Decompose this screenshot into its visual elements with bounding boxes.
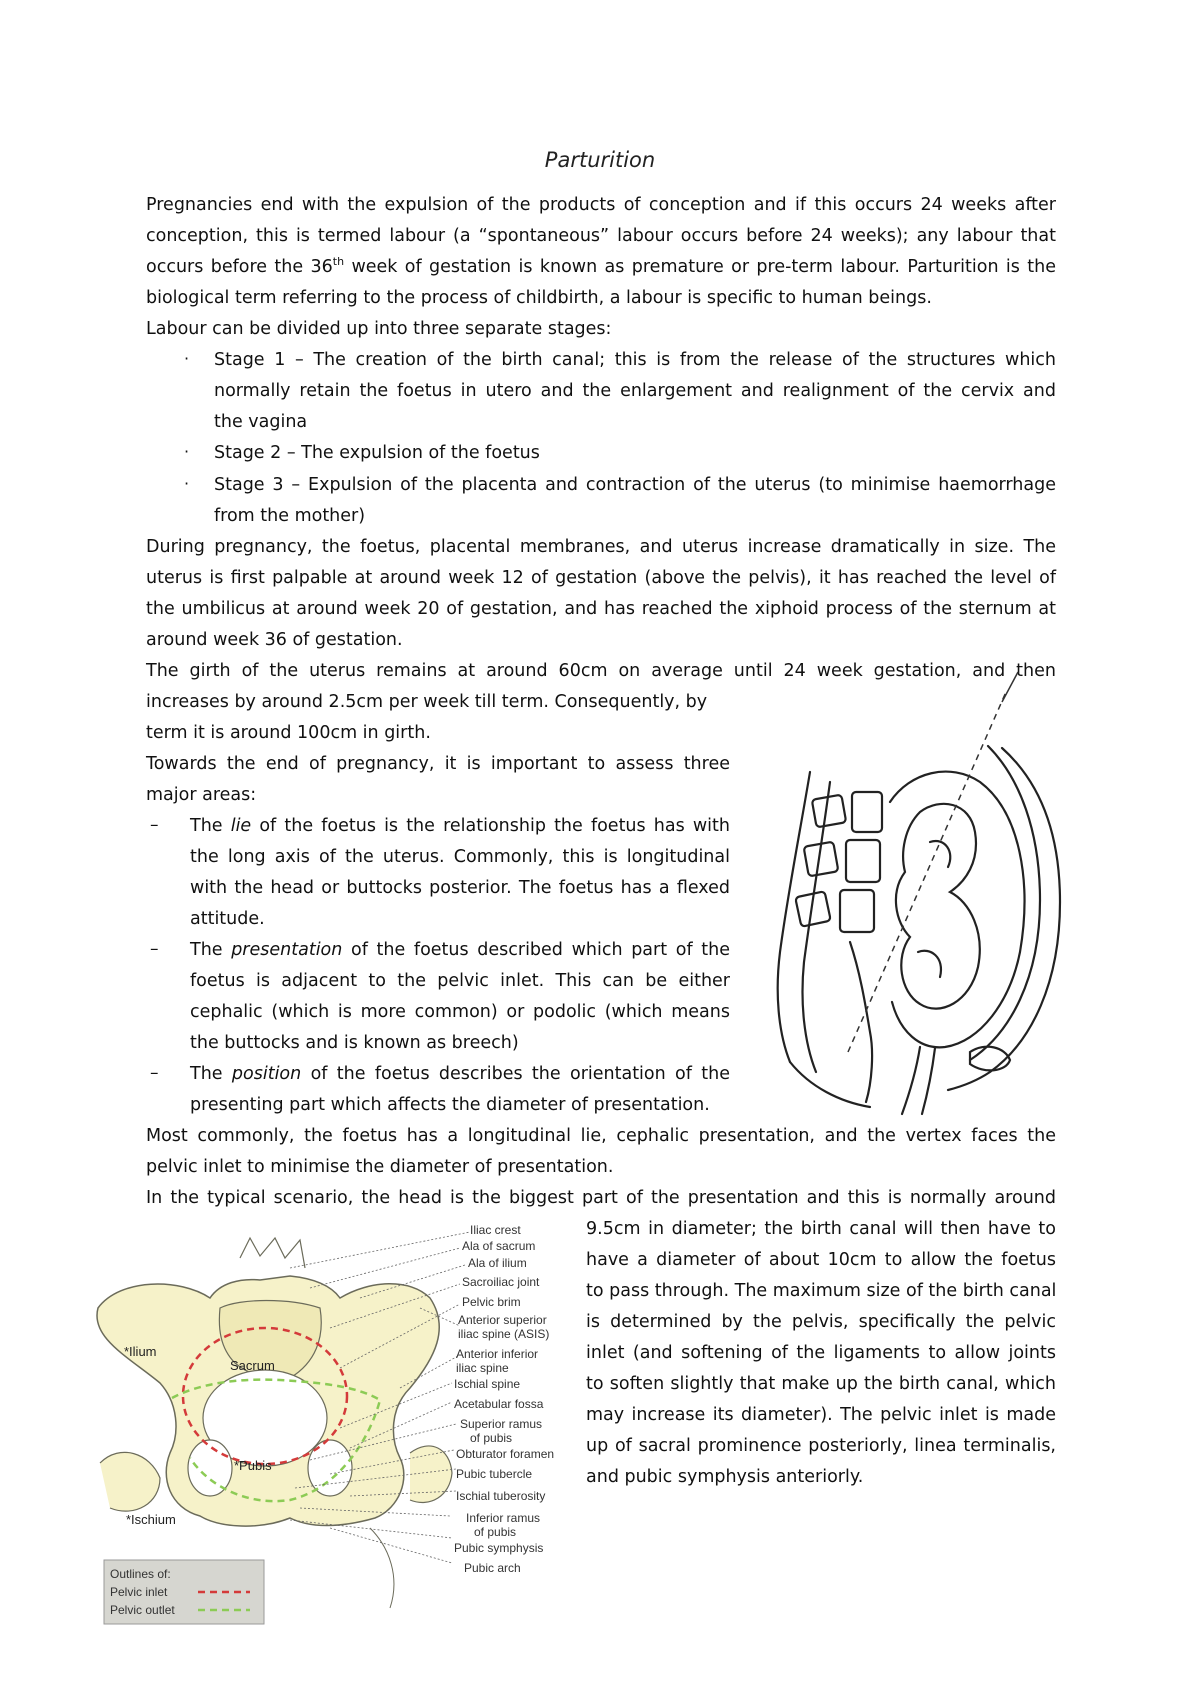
list-item: the long axis of the uterus. Commonly, this is longitudinal: [190, 847, 730, 867]
list-item: the vagina: [214, 412, 308, 432]
list-item: Stage 3 – Expulsion of the placenta and contraction of the uterus (to minimise haemorrhage: [214, 475, 1056, 495]
text-line: [146, 257, 1056, 277]
text-fragment: of the foetus describes the orientation of the: [301, 1064, 730, 1084]
text-line: increases by around 2.5cm per week till term. Consequently, by: [146, 692, 708, 712]
anatomy-label: of pubis: [474, 1525, 517, 1539]
text-fragment: of the foetus described which part of the: [342, 940, 730, 960]
text-fragment: of the foetus is the relationship the foetus has with: [251, 816, 730, 836]
region-label: *Ilium: [124, 1344, 157, 1359]
list-item: [190, 816, 730, 836]
anatomy-label: Pubic symphysis: [454, 1541, 544, 1555]
region-label: Sacrum: [230, 1358, 275, 1373]
text-line: to soften slightly that make up the birth canal, which: [586, 1374, 1056, 1394]
list-item: [190, 940, 730, 960]
anatomy-label: iliac spine: [456, 1361, 509, 1375]
anatomy-label: Pelvic brim: [462, 1295, 521, 1309]
text-fragment: week of gestation is known as premature or pre-term labour. Parturition is the: [344, 257, 1056, 277]
list-item: foetus is adjacent to the pelvic inlet. This can be either: [190, 971, 730, 991]
outline-legend: [104, 1560, 264, 1624]
anatomy-label: Pubic arch: [464, 1561, 521, 1575]
list-item: presenting part which affects the diameter of presentation.: [190, 1095, 710, 1115]
list-item: Stage 2 – The expulsion of the foetus: [214, 443, 540, 463]
anatomy-label: Superior ramus: [460, 1417, 543, 1431]
region-label: *Ischium: [126, 1512, 176, 1527]
anatomy-label: Ala of sacrum: [462, 1239, 536, 1253]
legend-outlet-label: Pelvic outlet: [110, 1603, 175, 1617]
emphasis: lie: [230, 816, 252, 836]
emphasis: position: [231, 1064, 302, 1084]
text-line: In the typical scenario, the head is the biggest part of the presentation and this is normally around: [146, 1188, 1056, 1208]
anatomy-label: Ala of ilium: [468, 1256, 527, 1270]
text-line: the umbilicus at around week 20 of gestation, and has reached the xiphoid process of the sternum at: [146, 599, 1056, 619]
pelvis-bones: [97, 1238, 452, 1608]
anatomy-label: Sacroiliac joint: [462, 1275, 540, 1289]
pregnancy-illustration: [770, 742, 1110, 1122]
text-line: pelvic inlet to minimise the diameter of presentation.: [146, 1157, 614, 1177]
text-line: Towards the end of pregnancy, it is important to assess three: [146, 754, 730, 774]
text-line: conception, this is termed labour (a “spontaneous” labour occurs before 24 weeks); any labour that: [146, 226, 1056, 246]
list-item: with the head or buttocks posterior. The foetus has a flexed: [190, 878, 730, 898]
text-line: During pregnancy, the foetus, placental membranes, and uterus increase dramatically in size. The: [146, 537, 1056, 557]
text-line: term it is around 100cm in girth.: [146, 723, 431, 743]
anatomy-label: Anterior superior: [458, 1313, 547, 1327]
list-item: the buttocks and is known as breech): [190, 1033, 519, 1053]
text-line: have a diameter of about 10cm to allow the foetus: [586, 1250, 1056, 1270]
anatomy-label: Ischial spine: [454, 1377, 521, 1391]
text-fragment: The: [190, 940, 232, 960]
text-line: up of sacral prominence posteriorly, linea terminalis,: [586, 1436, 1056, 1456]
text-line: and pubic symphysis anteriorly.: [586, 1467, 864, 1487]
text-line: may increase its diameter). The pelvic inlet is made: [586, 1405, 1056, 1425]
bullet: ·: [184, 442, 190, 461]
text-line: biological term referring to the process of childbirth, a labour is specific to human beings.: [146, 288, 932, 308]
dash-bullet: –: [150, 939, 159, 959]
region-label: *Pubis: [234, 1458, 272, 1473]
bullet: ·: [184, 474, 190, 493]
anatomy-label: Acetabular fossa: [454, 1397, 544, 1411]
text-line: major areas:: [146, 785, 257, 805]
text-fragment: The: [190, 1064, 232, 1084]
legend-title: Outlines of:: [110, 1567, 171, 1581]
anatomy-label: Pubic tubercle: [456, 1467, 533, 1481]
page-title: Parturition: [544, 148, 656, 172]
text-line: The girth of the uterus remains at around 60cm on average until 24 week gestation, and then: [146, 661, 1056, 681]
list-item: attitude.: [190, 909, 265, 929]
text-fragment: The: [190, 816, 231, 836]
text-line: Labour can be divided up into three separate stages:: [146, 319, 612, 339]
list-item: Stage 1 – The creation of the birth canal; this is from the release of the structures which: [214, 350, 1056, 370]
anatomy-label: of pubis: [470, 1431, 513, 1445]
anatomy-label: Anterior inferior: [456, 1347, 539, 1361]
text-line: to pass through. The maximum size of the birth canal: [586, 1281, 1057, 1301]
list-item: from the mother): [214, 506, 366, 526]
bullet: ·: [184, 349, 190, 368]
text-line: is determined by the pelvis, specifically the pelvic: [586, 1312, 1056, 1332]
anatomy-label: iliac spine (ASIS): [458, 1327, 550, 1341]
superscript: th: [332, 255, 345, 269]
anatomy-label: Obturator foramen: [456, 1447, 555, 1461]
list-item: [190, 1064, 730, 1084]
anatomy-label: Ischial tuberosity: [456, 1489, 546, 1503]
text-line: Most commonly, the foetus has a longitudinal lie, cephalic presentation, and the vertex faces the: [146, 1126, 1056, 1146]
text-line: 9.5cm in diameter; the birth canal will then have to: [586, 1219, 1056, 1239]
anatomy-label: Inferior ramus: [466, 1511, 541, 1525]
dash-bullet: –: [150, 1063, 159, 1083]
text-line: around week 36 of gestation.: [146, 630, 403, 650]
legend-inlet-label: Pelvic inlet: [110, 1585, 168, 1599]
list-item: cephalic (which is more common) or podolic (which means: [190, 1002, 730, 1022]
list-item: normally retain the foetus in utero and the enlargement and realignment of the cervix and: [214, 381, 1056, 401]
emphasis: presentation: [231, 940, 343, 960]
anatomy-label: Iliac crest: [470, 1223, 521, 1237]
pelvis-diagram: [90, 1223, 560, 1693]
text-fragment: occurs before the 36: [146, 257, 333, 277]
text-line: inlet (and softening of the ligaments to allow joints: [586, 1343, 1056, 1363]
text-line: uterus is first palpable at around week 12 of gestation (above the pelvis), it has reached the level of: [146, 568, 1056, 588]
text-line: Pregnancies end with the expulsion of the products of conception and if this occurs 24 weeks after: [146, 195, 1056, 215]
dash-bullet: –: [150, 815, 159, 835]
